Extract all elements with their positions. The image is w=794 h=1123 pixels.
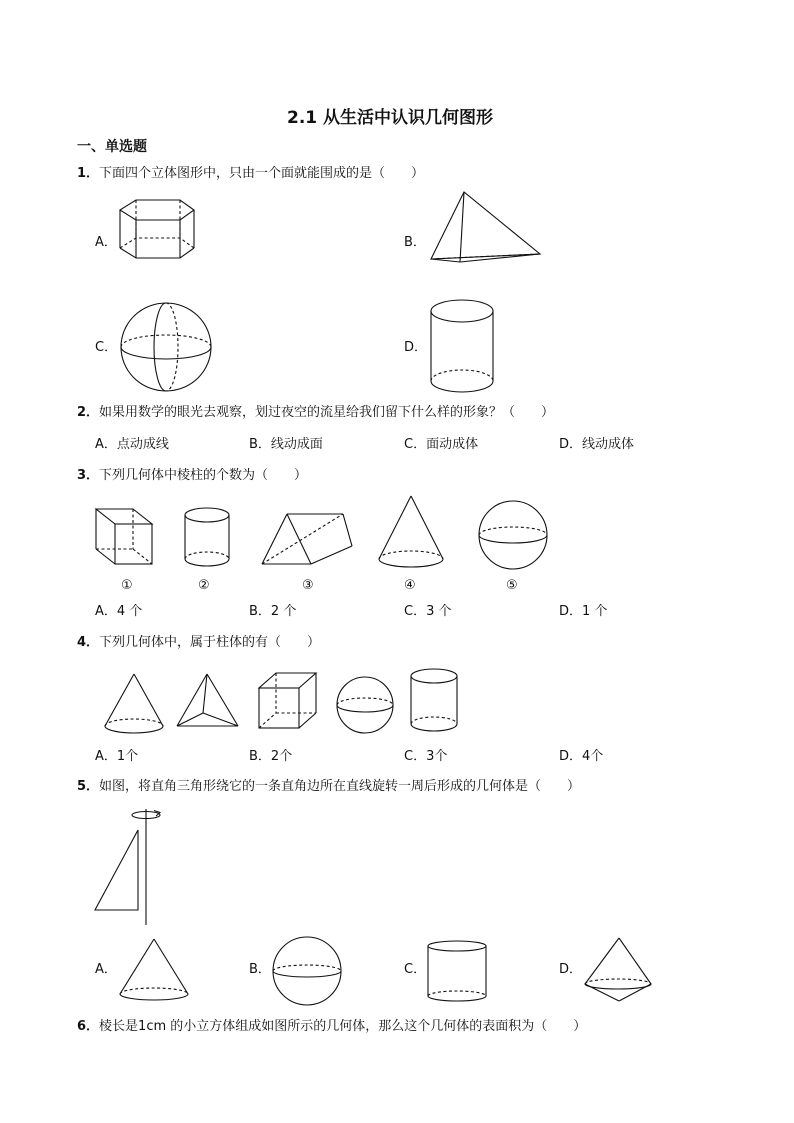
figure-label: ① [121,578,133,593]
question-2 [77,405,554,421]
cylinder-icon [428,297,496,395]
question-text: 如图，将直角三角形绕它的一条直角边所在直线旋转一周后形成的几何体是（ ） [99,779,581,794]
triangular-prism-icon [259,510,355,568]
hexagonal-prism-icon [116,196,200,260]
option-a[interactable]: A．点动成线 [95,437,169,452]
question-number: 3． [77,468,100,483]
question-number: 5． [77,779,100,794]
question-number: 6． [77,1019,100,1034]
option-c[interactable]: C．面动成体 [404,437,479,452]
question-5 [77,779,580,795]
cube-icon [93,506,157,568]
option-c[interactable]: C．3 个 [404,604,452,619]
pyramid-icon [174,671,242,731]
option-d-label: D． [559,962,583,977]
option-d[interactable]: D．4个 [559,749,604,764]
section-heading: 一、单选题 [77,139,147,155]
question-3 [77,468,307,484]
option-b[interactable]: B．2个 [249,749,293,764]
option-b-label: B． [404,235,426,250]
option-a-label: A． [95,962,117,977]
cylinder-icon [407,666,461,734]
page-title: 2.1 从生活中认识几何图形 [287,108,494,128]
rotating-triangle-icon [92,806,164,928]
cone-icon [102,671,166,737]
option-b[interactable]: B．2 个 [249,604,297,619]
cone-icon [117,936,191,1004]
option-d[interactable]: D．线动成体 [559,437,635,452]
cube-icon [256,670,320,732]
question-6 [77,1019,586,1035]
figure-label: ④ [404,578,416,593]
option-a[interactable]: A．4 个 [95,604,143,619]
figure-label: ② [198,578,210,593]
sphere-icon [117,300,215,394]
cylinder-icon [425,938,489,1006]
sphere-icon [334,675,396,735]
option-c[interactable]: C．3个 [404,749,448,764]
option-c-label: C． [95,340,118,355]
cone-icon [376,493,446,571]
question-text: 下列几何体中棱柱的个数为（ ） [99,468,308,483]
question-number: 4． [77,635,100,650]
option-d[interactable]: D．1 个 [559,604,608,619]
figure-label: ③ [302,578,314,593]
option-b-label: B． [249,962,271,977]
question-text: 下面四个立体图形中，只由一个面就能围成的是（ ） [99,166,425,181]
option-a[interactable]: A．1个 [95,749,139,764]
sphere-icon [476,498,550,572]
cylinder-icon [182,506,232,568]
option-b[interactable]: B．线动成面 [249,437,323,452]
option-c-label: C． [404,962,427,977]
question-text: 棱长是1cm 的小立方体组成如图所示的几何体，那么这个几何体的表面积为（ ） [99,1019,587,1034]
sphere-icon [270,935,344,1007]
tetrahedron-icon [428,190,542,264]
question-4 [77,635,320,651]
figure-label: ⑤ [506,578,518,593]
double-cone-icon [582,935,654,1005]
option-d-label: D． [404,340,428,355]
question-number: 1． [77,166,100,181]
question-1 [77,166,424,182]
question-text: 如果用数学的眼光去观察，划过夜空的流星给我们留下什么样的形象？（ ） [99,405,555,420]
question-text: 下列几何体中，属于柱体的有（ ） [99,635,321,650]
question-number: 2． [77,405,100,420]
option-a-label: A． [95,235,117,250]
